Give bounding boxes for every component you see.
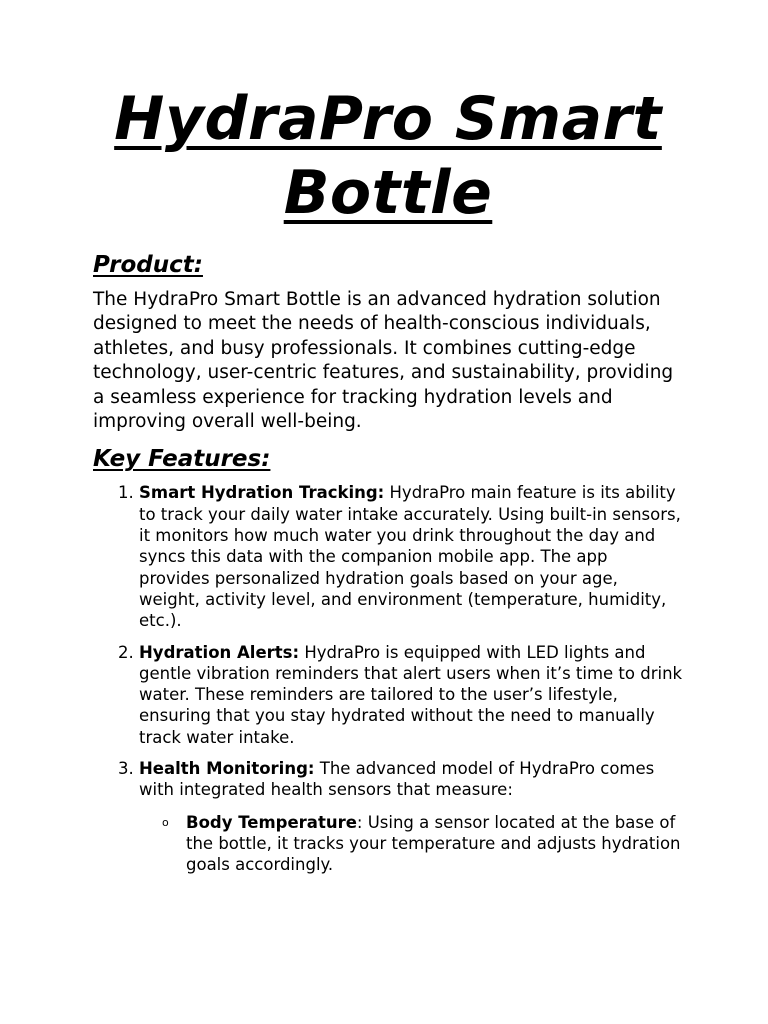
feature-text: The advanced model of HydraPro comes with integrated health sensors that measure: xyxy=(139,759,655,800)
circle-bullet-icon: o xyxy=(162,815,169,829)
document-page xyxy=(93,82,683,885)
sub-item-body-temperature xyxy=(162,812,683,876)
feature-title: Smart Hydration Tracking: xyxy=(139,483,385,503)
feature-title: Hydration Alerts: xyxy=(139,642,300,662)
product-heading: Product: xyxy=(93,252,203,278)
key-features-heading: Key Features: xyxy=(93,446,271,473)
feature-item-hydration-alerts xyxy=(139,642,683,748)
sub-item-title: Body Temperature xyxy=(186,812,357,832)
feature-item-smart-hydration-tracking xyxy=(139,482,683,631)
health-sensors-list xyxy=(139,812,683,876)
product-description: The HydraPro Smart Bottle is an advanced hydration solution designed to meet the needs of health-conscious individuals, athletes, and busy professionals. It combines cutting-edge technology, user-centric features, and sustainability, providing a seamless experience for tracking hydration levels and improving overall well-being. xyxy=(93,289,674,433)
document-title: HydraPro Smart Bottle xyxy=(114,84,662,228)
key-features-list xyxy=(93,482,683,875)
feature-text: HydraPro is equipped with LED lights and gentle vibration reminders that alert users when it’s time to drink water. These reminders are tailored to the user’s lifestyle, ensuring that you stay hydrated without the need to manually track water intake. xyxy=(139,642,683,747)
feature-item-health-monitoring xyxy=(139,758,683,875)
feature-title: Health Monitoring: xyxy=(139,759,315,778)
feature-text: HydraPro main feature is its ability to track your daily water intake accurately. Using built-in sensors, it monitors how much water you drink throughout the day and syncs this data with the companion mobile app. The app provides personalized hydration goals based on your age, weight, activity level, and environment (temperature, humidity, etc.). xyxy=(139,483,681,631)
sub-item-text: : Using a sensor located at the base of the bottle, it tracks your temperature and adjusts hydration goals accordingly. xyxy=(186,812,681,875)
